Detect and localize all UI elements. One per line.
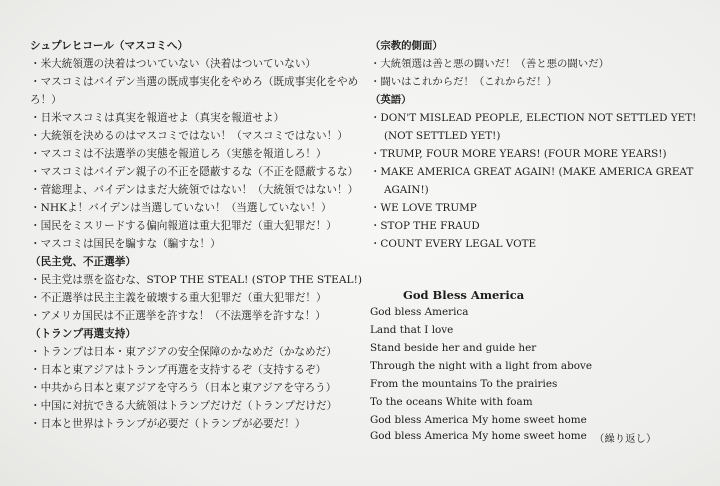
repeat-note: （繰り返し）: [594, 433, 657, 445]
section-heading-english: （英語）: [370, 94, 412, 106]
chant-line: ・マスコミは不法選挙の実態を報道しろ（実態を報道しろ！）: [30, 148, 327, 160]
chant-line: ・DON'T MISLEAD PEOPLE, ELECTION NOT SETTLED YET!: [370, 112, 697, 124]
section-heading-support: （トランプ再選支持）: [30, 328, 136, 340]
lyric-line: From the mountains To the prairies: [370, 378, 558, 390]
chant-line: ・中国に対抗できる大統領はトランプだけだ（トランプだけだ）: [30, 400, 338, 412]
chant-line: ・不正選挙は民主主義を破壊する重大犯罪だ（重大犯罪だ！）: [30, 292, 327, 304]
chant-line: ・大統領選は善と悪の闘いだ！（善と悪の闘いだ）: [370, 58, 609, 70]
chant-line: ・米大統領選の決着はついていない（決着はついていない）: [30, 58, 317, 70]
chant-line: ・国民をミスリードする偏向報道は重大犯罪だ（重大犯罪だ！）: [30, 220, 337, 232]
chant-line: ・民主党は票を盗むな、STOP THE STEAL! (STOP THE STEAL!): [30, 274, 362, 286]
chant-line: ・MAKE AMERICA GREAT AGAIN! (MAKE AMERICA GREAT: [370, 166, 694, 178]
section-heading-religious: （宗教的側面）: [370, 40, 443, 52]
lyric-line: Land that I love: [370, 324, 454, 336]
chant-line: ・アメリカ国民は不正選挙を許すな！（不法選挙を許すな！）: [30, 310, 326, 322]
chant-line: ・大統領を決めるのはマスコミではない！（マスコミではない！）: [30, 130, 348, 142]
chant-line: ・菅総理よ、バイデンはまだ大統領ではない！（大統領ではない！）: [30, 184, 359, 196]
lyric-line: To the oceans White with foam: [370, 396, 533, 408]
lyric-line: God bless America: [370, 306, 469, 318]
chant-line: ・NHKよ！バイデンは当選していない！（当選していない！）: [30, 202, 332, 214]
lyric-line: God bless America My home sweet home: [370, 414, 587, 426]
song-title: God Bless America: [403, 288, 525, 302]
chant-line: ・闘いはこれからだ！（これからだ！）: [370, 76, 558, 88]
chant-line: AGAIN!): [384, 184, 429, 196]
lyric-line: God bless America My home sweet home: [370, 430, 587, 442]
chant-line: ・マスコミは国民を騙すな（騙すな！）: [30, 238, 221, 250]
chant-line: ・日米マスコミは真実を報道せよ（真実を報道せよ）: [30, 112, 285, 124]
chant-line: ・TRUMP, FOUR MORE YEARS! (FOUR MORE YEARS!): [370, 148, 667, 160]
chant-line: ・中共から日本と東アジアを守ろう（日本と東アジアを守ろう）: [30, 382, 337, 394]
chant-line: ・日本と世界はトランプが必要だ（トランプが必要だ！）: [30, 418, 306, 430]
chant-line: ろ！）: [30, 94, 62, 106]
chant-heading-media: シュプレヒコール（マスコミへ）: [30, 40, 189, 52]
chant-line: ・マスコミはバイデン親子の不正を隠蔽するな（不正を隠蔽するな）: [30, 166, 359, 178]
chant-line: ・STOP THE FRAUD: [370, 220, 480, 232]
chant-line: ・COUNT EVERY LEGAL VOTE: [370, 238, 537, 250]
lyric-line: Through the night with a light from above: [370, 360, 593, 372]
chant-line: ・マスコミはバイデン当選の既成事実化をやめろ（既成事実化をやめ: [30, 76, 359, 88]
section-heading-election: （民主党、不正選挙）: [30, 256, 136, 268]
chant-line: ・WE LOVE TRUMP: [370, 202, 477, 214]
lyric-line: Stand beside her and guide her: [370, 342, 537, 354]
chant-line: ・トランプは日本・東アジアの安全保障のかなめだ（かなめだ）: [30, 346, 337, 358]
chant-line: (NOT SETTLED YET!): [384, 130, 501, 142]
chant-line: ・日本と東アジアはトランプ再選を支持するぞ（支持するぞ）: [30, 364, 327, 376]
